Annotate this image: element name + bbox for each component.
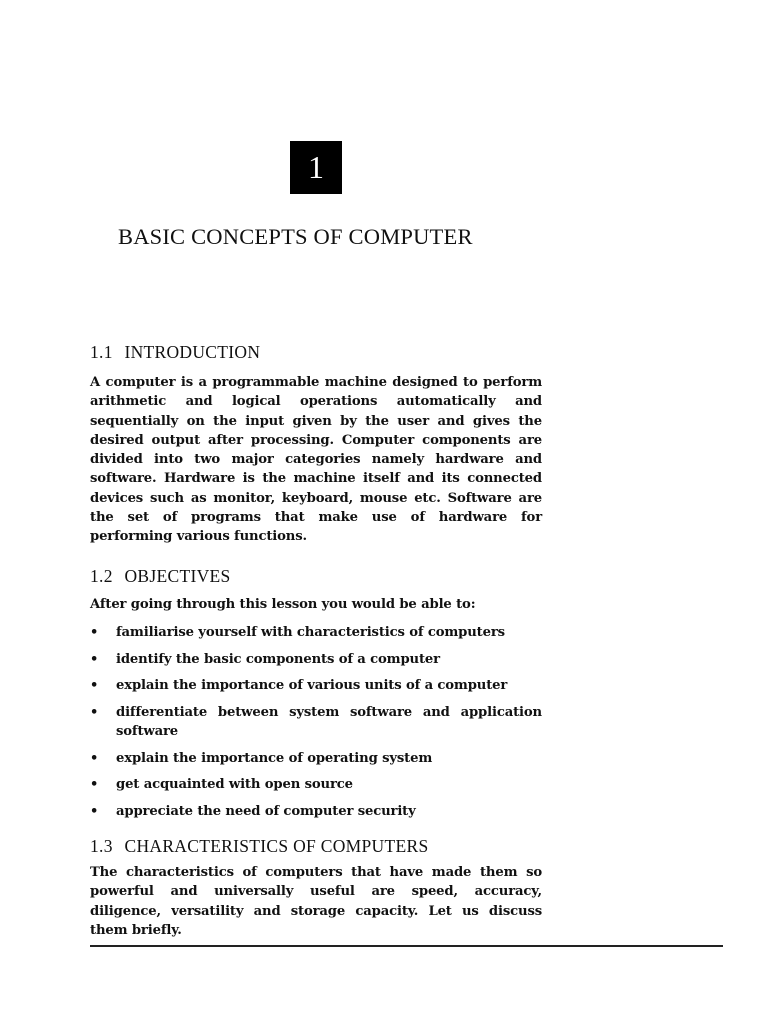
objective-item bbox=[90, 703, 542, 742]
bullet-icon: • bbox=[90, 678, 99, 694]
section-heading-characteristics bbox=[90, 836, 428, 857]
bullet-icon: • bbox=[90, 651, 99, 667]
objective-item bbox=[90, 676, 542, 695]
section-title: OBJECTIVES bbox=[124, 566, 231, 586]
bullet-icon: • bbox=[90, 803, 99, 819]
section-title: INTRODUCTION bbox=[124, 342, 261, 362]
objective-item bbox=[90, 623, 542, 642]
objectives-list bbox=[90, 623, 542, 828]
chapter-title: BASIC CONCEPTS OF COMPUTER bbox=[118, 224, 473, 249]
objective-item bbox=[90, 775, 542, 794]
section-title: CHARACTERISTICS OF COMPUTERS bbox=[124, 836, 429, 856]
bullet-icon: • bbox=[90, 625, 99, 640]
objective-text: familiarise yourself with characteristics of computers bbox=[116, 625, 505, 640]
bullet-icon: • bbox=[90, 704, 99, 720]
objective-text: identify the basic components of a computer bbox=[116, 651, 440, 667]
objective-text: explain the importance of various units of a computer bbox=[116, 678, 508, 694]
objective-text: get acquainted with open source bbox=[116, 777, 353, 793]
chapter-number-box bbox=[290, 141, 342, 194]
characteristics-paragraph: The characteristics of computers that have made them so powerful and universally useful are speed, accuracy, diligence, versatility and storage capacity. Let us discuss them briefly. bbox=[90, 865, 542, 938]
objective-text: differentiate between system software and application software bbox=[116, 704, 542, 740]
objective-item bbox=[90, 650, 542, 669]
page-bottom-rule bbox=[90, 945, 723, 947]
bullet-icon: • bbox=[90, 750, 99, 766]
objective-text: appreciate the need of computer security bbox=[116, 803, 416, 819]
objective-item bbox=[90, 802, 542, 821]
objective-text: explain the importance of operating system bbox=[116, 750, 433, 766]
section-heading-objectives bbox=[90, 566, 231, 587]
chapter-number: 1 bbox=[308, 149, 324, 185]
objectives-intro: After going through this lesson you would be able to: bbox=[90, 597, 476, 612]
objective-item bbox=[90, 749, 542, 768]
section-number: 1.1 bbox=[90, 342, 113, 362]
bullet-icon: • bbox=[90, 777, 99, 793]
section-number: 1.2 bbox=[90, 566, 113, 586]
section-heading-introduction bbox=[90, 342, 260, 363]
introduction-paragraph: A computer is a programmable machine designed to perform arithmetic and logical operations automatically and sequentially on the input given by the user and gives the desired output after processing. Computer components are divided into two major categories namely hardware and software. Hardware is the machine itself and its connected devices such as monitor, keyboard, mouse etc. Software are the set of programs that make use of hardware for performing various functions. bbox=[90, 375, 542, 545]
section-number: 1.3 bbox=[90, 836, 113, 856]
